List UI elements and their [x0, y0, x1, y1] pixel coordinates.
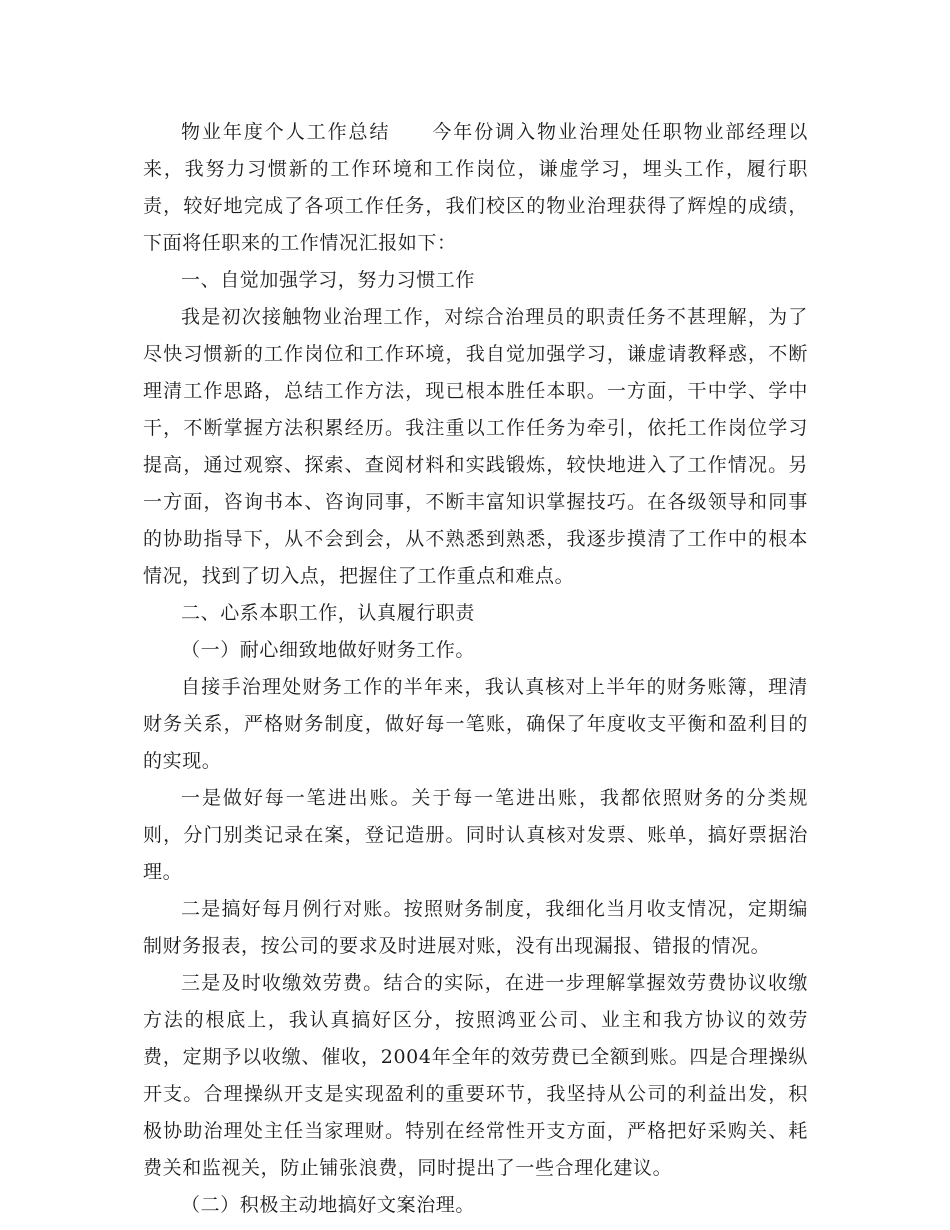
document-body	[143, 114, 808, 1224]
body-paragraph: 我是初次接触物业治理工作，对综合治理员的职责任务不甚理解，为了尽快习惯新的工作岗位和工作环境，我自觉加强学习，谦虚请教释惑，不断理清工作思路，总结工作方法，现已根本胜任本职。一方面，干中学、学中干，不断掌握方法积累经历。我注重以工作任务为牵引，依托工作岗位学习提高，通过观察、探索、查阅材料和实践锻炼，较快地进入了工作情况。另一方面，咨询书本、咨询同事，不断丰富知识掌握技巧。在各级领导和同事的协助指导下，从不会到会，从不熟悉到熟悉，我逐步摸清了工作中的根本情况，找到了切入点，把握住了工作重点和难点。	[143, 306, 808, 587]
section-heading-2: 二、心系本职工作，认真履行职责	[181, 602, 476, 624]
subsection-heading-2: （二）积极主动地搞好文案治理。	[181, 1194, 476, 1216]
subsection-heading-1: （一）耐心细致地做好财务工作。	[181, 639, 476, 661]
intro-paragraph: 物业年度个人工作总结 今年份调入物业治理处任职物业部经理以来，我努力习惯新的工作环境和工作岗位，谦虚学习，埋头工作，履行职责，较好地完成了各项工作任务，我们校区的物业治理获得了辉煌的成绩，下面将任职来的工作情况汇报如下：	[143, 121, 808, 254]
body-paragraph: 自接手治理处财务工作的半年来，我认真核对上半年的财务账簿，理清财务关系，严格财务制度，做好每一笔账，确保了年度收支平衡和盈利目的的实现。	[143, 676, 808, 772]
body-paragraph: 二是搞好每月例行对账。按照财务制度，我细化当月收支情况，定期编制财务报表，按公司的要求及时进展对账，没有出现漏报、错报的情况。	[143, 898, 808, 957]
section-heading-1: 一、自觉加强学习，努力习惯工作	[181, 269, 476, 291]
body-paragraph: 三是及时收缴效劳费。结合的实际，在进一步理解掌握效劳费协议收缴方法的根底上，我认真搞好区分，按照鸿亚公司、业主和我方协议的效劳费，定期予以收缴、催收，2004年全年的效劳费已全额到账。四是合理操纵开支。合理操纵开支是实现盈利的重要环节，我坚持从公司的利益出发，积极协助治理处主任当家理财。特别在经常性开支方面，严格把好采购关、耗费关和监视关，防止铺张浪费，同时提出了一些合理化建议。	[143, 972, 808, 1179]
body-paragraph: 一是做好每一笔进出账。关于每一笔进出账，我都依照财务的分类规则，分门别类记录在案，登记造册。同时认真核对发票、账单，搞好票据治理。	[143, 787, 808, 883]
